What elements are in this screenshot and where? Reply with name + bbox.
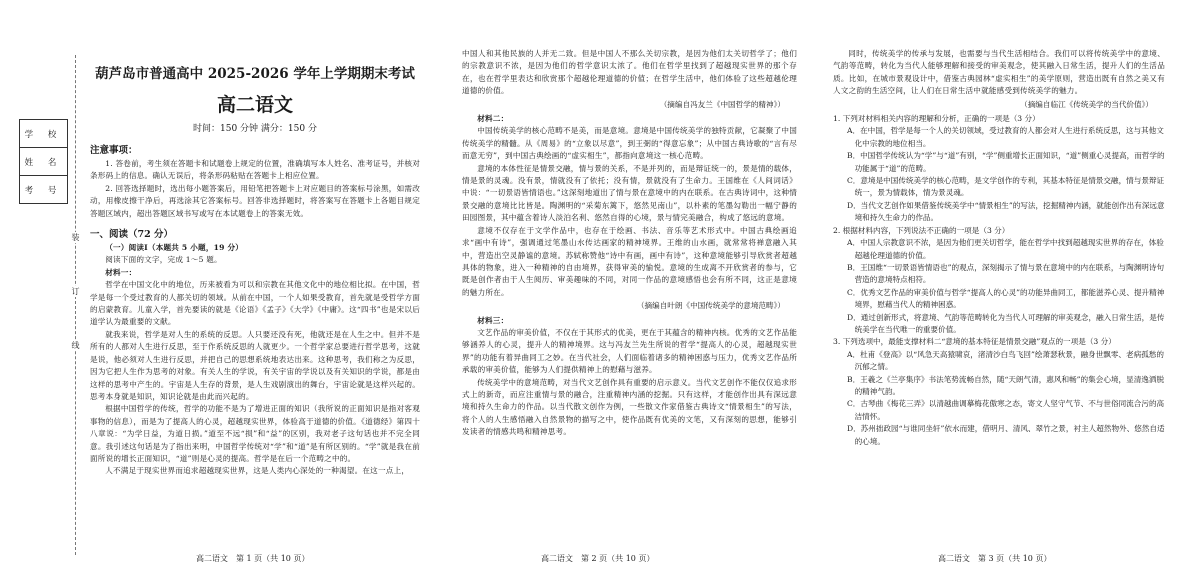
page-3	[833, 48, 1165, 546]
material-label: 材料二：	[477, 114, 509, 124]
answer-option: B．王羲之《兰亭集序》书法笔势流畅自然，随“天朗气清，惠风和畅”的集会心境，显清逸洒脱的精神气韵。	[847, 374, 1165, 396]
paragraph: 根据中国哲学的传统，哲学的功能不是为了增进正面的知识（我所说的正面知识是指对客观事物的信息），而是为了提高人的心灵，超越现实世界，体验高于道德的价值。《道德经》第四十八章说：“为学日益，为道日损。”道至不远“损”和“益”的区别，我对老子这句话也并不完全同意。我引述这句话是为了指出来明，中国哲学传统对“学”和“道”是有所区别的。“学”就是我在前面所说的增长正面知识，“道”则是心灵的提高。哲学是在后一个范畴之中的。	[90, 404, 420, 463]
exam-title: 葫芦岛市普通高中 2025-2026 学年上学期期末考试	[95, 66, 415, 82]
question-stem: 2. 根据材料内容，下列说法不正确的一项是（3 分）	[833, 225, 1010, 235]
paragraph: 传统美学中的意境范畴，对当代文艺创作具有重要的启示意义。当代文艺创作不能仅仅追求形式上的新奇，而应注重情与景的融合，注重精神内涵的挖掘。只有这样，才能创作出具有深远意境和持久生命力的作品。以当代散文创作为例，一些散文作家借鉴古典诗文“情景相生”的写法，将个人的人生感悟融入自然景物的描写之中，使作品既有优美的文笔，又有深刻的思想，能够引发读者的情感共鸣和精神思考。	[462, 377, 797, 437]
school-field[interactable]: 学 校	[20, 120, 67, 148]
student-info-box	[19, 119, 68, 204]
answer-option: B．中国哲学传统认为“学”与“道”有别，“学”侧重增长正面知识，“道”侧重心灵提高，而哲学的功能属于“道”的范畴。	[847, 151, 1165, 173]
seal-mark-ding: 订	[71, 287, 80, 296]
page-footer: 高二语文 第 2 页（共 10 页）	[541, 554, 655, 563]
seal-line	[75, 55, 76, 555]
instruction: 阅读下面的文字，完成 1～5 题。	[105, 255, 222, 265]
answer-option: C．古琴曲《梅花三弄》以清越曲调摹梅花傲寒之态，寄文人坚守气节、不与世俗同流合污的高洁情怀。	[847, 399, 1165, 421]
answer-option: D．通过创新形式，将意境、气韵等范畴转化为当代人可理解的审美观念，融入日常生活，是传统美学在当代唯一的重要价值。	[847, 312, 1165, 334]
answer-option: D．当代文艺创作如果借鉴传统美学中“情景相生”的写法，挖掘精神内涵，就能创作出有深远意境和持久生命力的作品。	[847, 200, 1165, 223]
answer-option: C．意境是中国传统美学的核心范畴，是文学创作的专利，其基本特征是情景交融，情与景辩证统一，景为情载体，情为景灵魂。	[847, 176, 1165, 198]
question-stem: 3. 下列选项中，最能支撑材料二“意境的基本特征是情景交融”观点的一项是（3 分）	[833, 337, 1116, 347]
page-2	[462, 48, 797, 546]
answer-option: C．优秀文艺作品的审美价值与哲学“提高人的心灵”的功能异曲同工，都能滋养心灵、提升精神境界，慰藉当代人的精神困惑。	[847, 287, 1165, 310]
seal-mark-xian: 线	[71, 341, 80, 350]
subsection-heading: （一）阅读Ⅰ（本题共 5 小题，19 分）	[105, 243, 244, 253]
page-1	[90, 48, 420, 546]
paragraph: 意境的本体性征是情景交融，情与景的关系，不是并列的，而是辩证统一的，景是情的载体，情是景的灵魂。没有景，情就没有了依托；没有情，景就没有了生命力。王国维在《人间词话》中说：“一切景语皆情语也。”这深刻地道出了情与景在意境中的内在联系。在古典诗词中，这种情景交融的意境比比皆是。陶渊明的“采菊东篱下，悠然见南山”，以朴素的笔墨勾勒出一幅宁静的田园图景，其中蕴含着诗人淡泊名利、悠然自得的心境，景与情完美融合，构成了悠远的意境。	[462, 163, 797, 223]
time-score: 时间：150 分钟 满分：150 分	[193, 124, 317, 134]
page-footer: 高二语文 第 3 页（共 10 页）	[938, 554, 1052, 563]
paragraph: 就我来说，哲学是对人生的系统的反思。人只要还没有死，他就还是在人生之中。但并不是所有的人都对人生进行反思，至于作系统反思的人就更少。一个哲学家总要进行哲学思考，这就是说，他必须对人生进行反思，并把自己的思想系统地表达出来。这种思考，我们称之为反思，因为它把人生作为思考的对象。有关人生的学说，有关宇宙的学说以及有关知识的学说，都是由这样的思考中产生的。宇宙是人生存的背景，是人生戏剧演出的舞台，宇宙论就是这样兴起的。思考本身就是知识，知识论就是由此而兴起的。	[90, 329, 420, 401]
paragraph: 哲学在中国文化中的地位，历来被看为可以和宗教在其他文化中的地位相比拟。在中国，哲学是每一个受过教育的人都关切的领域。从前在中国，一个人如果受教育，首先就是受哲学方面的启蒙教育。儿童入学，首先要读的就是《论语》《孟子》《大学》《中庸》。这“四书”也是宋以后道学认为最重要的文献。	[90, 280, 420, 327]
paragraph: 文艺作品的审美价值，不仅在于其形式的优美，更在于其蕴含的精神内核。优秀的文艺作品能够涵养人的心灵，提升人的精神境界。这与冯友兰先生所说的哲学“提高人的心灵，超越现实世界”的功能有着异曲同工之妙。在当代社会，人们面临着诸多的精神困惑与压力，优秀文艺作品所承载的审美价值，能够为人们提供精神上的慰藉与滋养。	[462, 327, 797, 375]
exam-number-field[interactable]: 考 号	[24, 185, 63, 196]
source-citation: （摘编自叶朗《中国传统美学的意境范畴》）	[636, 301, 785, 311]
answer-option: D．苏州拙政园“与谁同坐轩”依水而建，借明月、清风、翠竹之景，衬主人超然物外、悠然自适的心境。	[847, 424, 1165, 446]
source-citation: （摘编自临江《传统美学的当代价值》）	[1020, 99, 1153, 109]
notes-heading: 注意事项：	[90, 145, 138, 156]
paragraph: 同时，传统美学的传承与发展，也需要与当代生活相结合。我们可以将传统美学中的意境、气韵等范畴，转化为当代人能够理解和接受的审美观念，使其融入日常生活，提升人们的生活品质。比如，在城市景观设计中，借鉴古典园林“虚实相生”的美学原则，营造出既有自然之美又有人文之韵的生活空间，让人们在日常生活中就能感受到传统美学的魅力。	[833, 49, 1165, 96]
seal-mark-zhuang: 装	[71, 233, 80, 242]
note-item: 2. 回答选择题时，选出每小题答案后，用铅笔把答题卡上对应题目的答案标号涂黑，如需改动，用橡皮擦干净后，再选涂其它答案标号。回答非选择题时，将答案写在答题卡上各题目规定答题区域内，超出答题区域书写或写在本试题卷上的答案无效。	[90, 183, 420, 218]
question-stem: 1. 下列对材料相关内容的理解和分析，正确的一项是（3 分）	[833, 114, 1040, 124]
answer-option: B．王国维“一切景语皆情语也”的观点，深刻揭示了情与景在意境中的内在联系，与陶渊明诗句营造的意境特点相符。	[847, 262, 1165, 285]
paragraph: 中国传统美学的核心范畴不是美，而是意境。意境是中国传统美学的独特贡献，它凝聚了中国传统美学的精髓。从《周易》的“立象以尽意”，到王弼的“得意忘象”；从中国古典诗歌的“言有尽而意无穷”，到中国古典绘画的“虚实相生”，都指向意境这一核心范畴。	[462, 126, 797, 161]
paragraph: 中国人和其他民族的人并无二致。但是中国人不那么关切宗教，是因为他们太关切哲学了；他们的宗教意识不浓，是因为他们的哲学意识太浓了。他们在哲学里找到了超越现实世界的那个存在，也在哲学里表达和欣赏那个超越伦理道德的价值；在哲学生活中，他们体验了这些超越伦理道德的价值。	[462, 49, 797, 96]
subject-title: 高二语文	[216, 94, 293, 116]
paragraph: 意境不仅存在于文学作品中，也存在于绘画、书法、音乐等艺术形式中。中国古典绘画追求“画中有诗”，强调通过笔墨山水传达画家的精神境界。王维的山水画，就常常将禅意融入其中，营造出空灵静谧的意境。苏轼称赞他“诗中有画，画中有诗”，这种意境能够引导欣赏者超越具体的物象，进入一种精神的自由境界，获得审美的愉悦。意境的生成离不开欣赏者的参与，它既是创作者由于人生阅历、审美趣味的不同，对同一作品的意境感悟也会有所不同，这正是意境的魅力所在。	[462, 225, 797, 297]
paragraph: 人不满足于现实世界而追求超越现实世界，这是人类内心深处的一种渴望。在这一点上，	[105, 466, 410, 476]
answer-option: A．中国人宗教意识不浓，是因为他们更关切哲学，能在哲学中找到超越现实世界的存在，体验超越伦理道德的价值。	[847, 238, 1164, 260]
material-label: 材料三：	[477, 315, 509, 325]
page-footer: 高二语文 第 1 页（共 10 页）	[196, 554, 310, 563]
answer-option: A．杜甫《登高》以“风急天高猿啸哀，渚清沙白鸟飞回”绘萧瑟秋景，融身世飘零、老病孤愁的沉郁之情。	[847, 349, 1164, 372]
section-heading: 一、阅读（72 分）	[90, 229, 174, 241]
answer-option: A．在中国，哲学是每一个人的关切领域，受过教育的人都会对人生进行系统反思，这与其他文化中宗教的地位相当。	[847, 126, 1164, 148]
name-field[interactable]: 姓 名	[20, 148, 67, 176]
note-item: 1. 答卷前，考生须在答题卡和试题卷上规定的位置，准确填写本人姓名、准考证号，并核对条形码上的信息。确认无误后，将条形码粘贴在答题卡上相应位置。	[90, 159, 420, 181]
source-citation: （摘编自冯友兰《中国哲学的精神》）	[659, 99, 785, 109]
material-label: 材料一：	[105, 267, 137, 277]
